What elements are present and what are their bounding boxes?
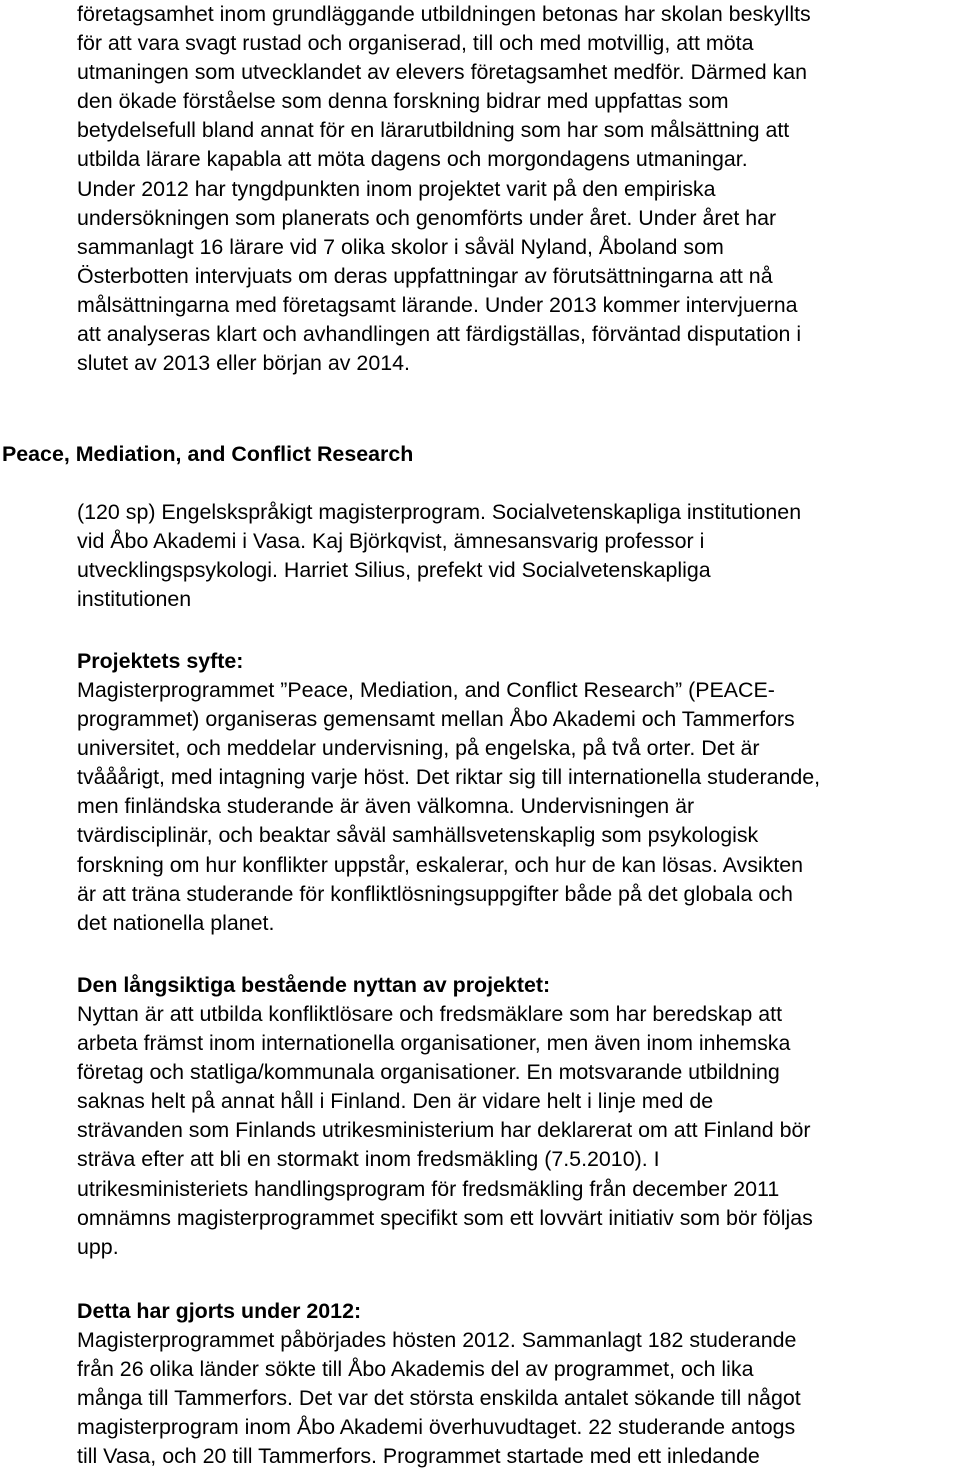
text-line: forskning om hur konflikter uppstår, eskalerar, och hur de kan lösas. Avsikten <box>77 852 804 877</box>
text-line: arbeta främst inom internationella organisationer, men även inom inhemska <box>77 1031 791 1056</box>
text-line: omnämns magisterprogrammet specifikt som ett lovvärt initiativ som bör följas <box>77 1205 813 1230</box>
text-line: för att vara svagt rustad och organiserad, till och med motvillig, att möta <box>77 31 754 56</box>
text-line: det nationella planet. <box>77 910 275 935</box>
purpose-title: Projektets syfte: <box>77 649 244 673</box>
text-line: utvecklingspsykologi. Harriet Silius, prefekt vid Socialvetenskapliga <box>77 558 711 583</box>
done-2012-title: Detta har gjorts under 2012: <box>77 1299 362 1323</box>
text-line: sträva efter att bli en stormakt inom fredsmäkling (7.5.2010). I <box>77 1147 660 1172</box>
text-line: är att träna studerande för konfliktlösningsuppgifter både på det globala och <box>77 881 793 906</box>
text-line: tvärdisciplinär, och beaktar såväl samhällsvetenskaplig som psykologisk <box>77 823 759 848</box>
text-line: vid Åbo Akademi i Vasa. Kaj Björkqvist, ämnesansvarig professor i <box>77 529 705 554</box>
text-line: den ökade förståelse som denna forskning bidrar med uppfattas som <box>77 89 729 114</box>
done-2012-paragraph <box>77 1326 956 1471</box>
project-description <box>77 498 956 614</box>
text-line: många till Tammerfors. Det var det största enskilda antalet sökande till något <box>77 1386 801 1411</box>
text-line: företagsamhet inom grundläggande utbildningen betonas har skolan beskyllts <box>77 2 811 26</box>
text-line: målsättningarna med företagsamt lärande. Under 2013 kommer intervjuerna <box>77 292 798 317</box>
project-heading: Peace, Mediation, and Conflict Research <box>2 442 414 466</box>
text-line: slutet av 2013 eller början av 2014. <box>77 351 410 376</box>
text-line: programmet) organiseras gemensamt mellan Åbo Akademi och Tammerfors <box>77 707 795 732</box>
text-line: Magisterprogrammet ”Peace, Mediation, and Conflict Research” (PEACE- <box>77 678 775 702</box>
text-line: (120 sp) Engelskspråkigt magisterprogram. Socialvetenskapliga institutionen <box>77 500 802 524</box>
text-line: att analyseras klart och avhandlingen att färdigställas, förväntad disputation i <box>77 322 802 347</box>
text-line: undersökningen som planerats och genomförts under året. Under året har <box>77 205 777 230</box>
text-line: betydelsefull bland annat för en lärarutbildning som har som målsättning att <box>77 118 790 143</box>
text-line: tvååårigt, med intagning varje höst. Det riktar sig till internationella studerande, <box>77 765 821 790</box>
text-line: Magisterprogrammet påbörjades hösten 2012. Sammanlagt 182 studerande <box>77 1328 797 1352</box>
intro-paragraph <box>77 0 956 378</box>
text-line: upp. <box>77 1234 119 1259</box>
benefit-paragraph <box>77 1000 956 1262</box>
benefit-title: Den långsiktiga bestående nyttan av projektet: <box>77 973 551 997</box>
text-line: Nyttan är att utbilda konfliktlösare och fredsmäklare som har beredskap att <box>77 1002 783 1026</box>
text-line: till Vasa, och 20 till Tammerfors. Programmet startade med ett inledande <box>77 1444 760 1469</box>
purpose-paragraph <box>77 676 956 938</box>
text-line: utbilda lärare kapabla att möta dagens och morgondagens utmaningar. <box>77 147 748 172</box>
text-line: strävanden som Finlands utrikesministerium har deklarerat om att Finland bör <box>77 1118 811 1143</box>
text-line: magisterprogram inom Åbo Akademi överhuvudtaget. 22 studerande antogs <box>77 1415 796 1440</box>
text-line: sammanlagt 16 lärare vid 7 olika skolor i såväl Nyland, Åboland som <box>77 234 724 259</box>
text-line: utmaningen som utvecklandet av elevers företagsamhet medför. Därmed kan <box>77 60 808 85</box>
text-line: utrikesministeriets handlingsprogram för fredsmäkling från december 2011 <box>77 1176 780 1201</box>
text-line: men finländska studerande är även välkomna. Undervisningen är <box>77 794 695 819</box>
text-line: Österbotten intervjuats om deras uppfattningar av förutsättningarna att nå <box>77 263 773 288</box>
text-line: universitet, och meddelar undervisning, på engelska, på två orter. Det är <box>77 736 760 761</box>
text-line: Under 2012 har tyngdpunkten inom projektet varit på den empiriska <box>77 176 716 201</box>
text-line: från 26 olika länder sökte till Åbo Akademis del av programmet, och lika <box>77 1357 754 1382</box>
text-line: institutionen <box>77 587 192 612</box>
text-line: företag och statliga/kommunala organisationer. En motsvarande utbildning <box>77 1060 780 1085</box>
text-line: saknas helt på annat håll i Finland. Den är vidare helt i linje med de <box>77 1089 714 1114</box>
